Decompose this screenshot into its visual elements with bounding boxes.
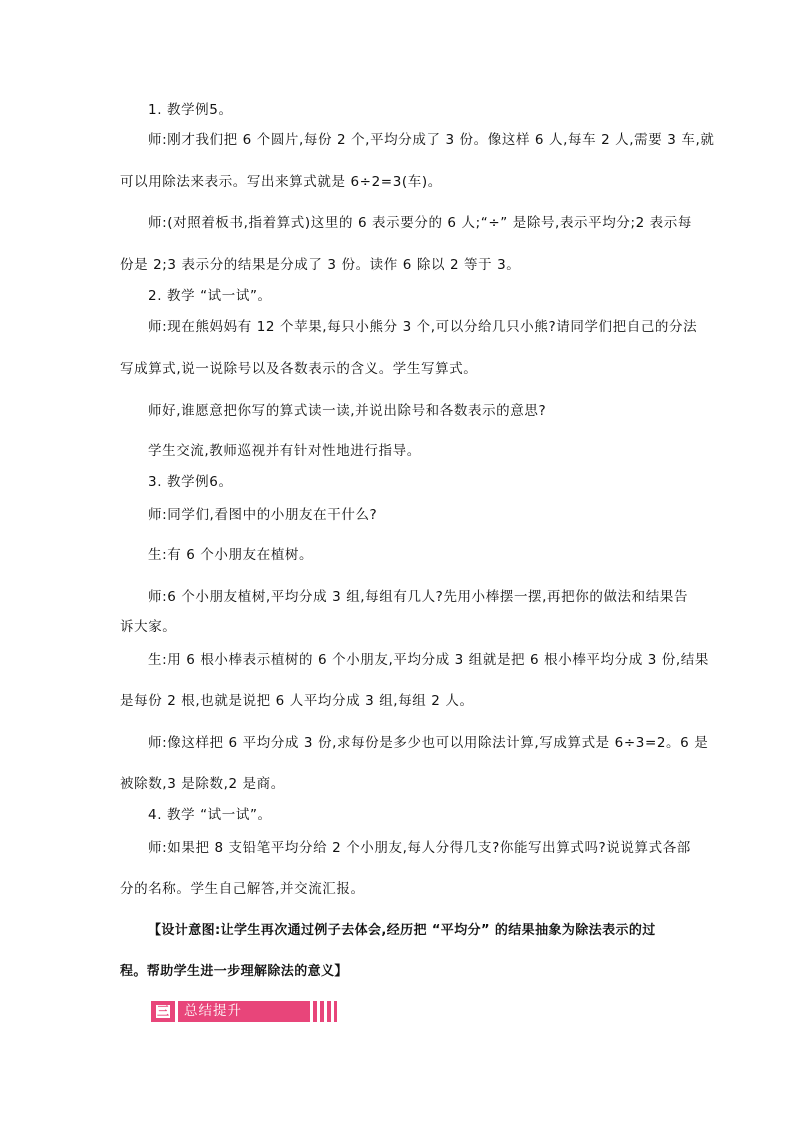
section-title: 总结提升 <box>178 1001 310 1022</box>
paragraph-line: 师:像这样把 6 平均分成 3 份,求每份是多少也可以用除法计算,写成算式是 6÷3=2。6 是 <box>148 735 709 751</box>
paragraph-line: 被除数,3 是除数,2 是商。 <box>120 776 285 792</box>
heading-try-1: 2. 教学 “试一试”。 <box>148 288 272 304</box>
section-number-badge <box>151 1001 175 1022</box>
decorative-stripe <box>334 1001 337 1022</box>
section-banner <box>151 1001 337 1022</box>
paragraph-line: 师好,谁愿意把你写的算式读一读,并说出除号和各数表示的意思? <box>148 403 547 419</box>
paragraph-line: 师:6 个小朋友植树,平均分成 3 组,每组有几人?先用小棒摆一摆,再把你的做法和结果告 <box>148 589 689 605</box>
paragraph-line: 师:(对照着板书,指着算式)这里的 6 表示要分的 6 人;“÷” 是除号,表示平均分;2 表示每 <box>148 215 692 231</box>
design-intent-note: 【设计意图:让学生再次通过例子去体会,经历把 “平均分” 的结果抽象为除法表示的过 <box>148 923 656 938</box>
paragraph-line: 是每份 2 根,也就是说把 6 人平均分成 3 组,每组 2 人。 <box>120 693 474 709</box>
paragraph-line: 可以用除法来表示。写出来算式就是 6÷2=3(车)。 <box>120 174 442 190</box>
heading-example-5: 1. 教学例5。 <box>148 102 233 118</box>
section-number: 三 <box>156 1004 169 1018</box>
decorative-stripe <box>313 1001 317 1022</box>
paragraph-line: 师:同学们,看图中的小朋友在干什么? <box>148 507 378 523</box>
paragraph-line: 分的名称。学生自己解答,并交流汇报。 <box>120 881 365 897</box>
paragraph-line: 师:如果把 8 支铅笔平均分给 2 个小朋友,每人分得几支?你能写出算式吗?说说算式各部 <box>148 840 691 856</box>
heading-try-2: 4. 教学 “试一试”。 <box>148 807 272 823</box>
paragraph-line: 生:用 6 根小棒表示植树的 6 个小朋友,平均分成 3 组就是把 6 根小棒平均分成 3 份,结果 <box>148 652 709 668</box>
paragraph-line: 师:现在熊妈妈有 12 个苹果,每只小熊分 3 个,可以分给几只小熊?请同学们把自己的分法 <box>148 319 698 335</box>
design-intent-note: 程。帮助学生进一步理解除法的意义】 <box>120 964 348 979</box>
paragraph-line: 诉大家。 <box>120 619 177 635</box>
paragraph-line: 份是 2;3 表示分的结果是分成了 3 份。读作 6 除以 2 等于 3。 <box>120 257 521 273</box>
paragraph-line: 师:刚才我们把 6 个圆片,每份 2 个,平均分成了 3 份。像这样 6 人,每车 2 人,需要 3 车,就 <box>148 132 715 148</box>
heading-example-6: 3. 教学例6。 <box>148 474 233 490</box>
decorative-stripe <box>327 1001 331 1022</box>
paragraph-line: 写成算式,说一说除号以及各数表示的含义。学生写算式。 <box>120 361 478 377</box>
paragraph-line: 学生交流,教师巡视并有针对性地进行指导。 <box>148 443 421 459</box>
decorative-stripe <box>320 1001 324 1022</box>
paragraph-line: 生:有 6 个小朋友在植树。 <box>148 547 314 563</box>
